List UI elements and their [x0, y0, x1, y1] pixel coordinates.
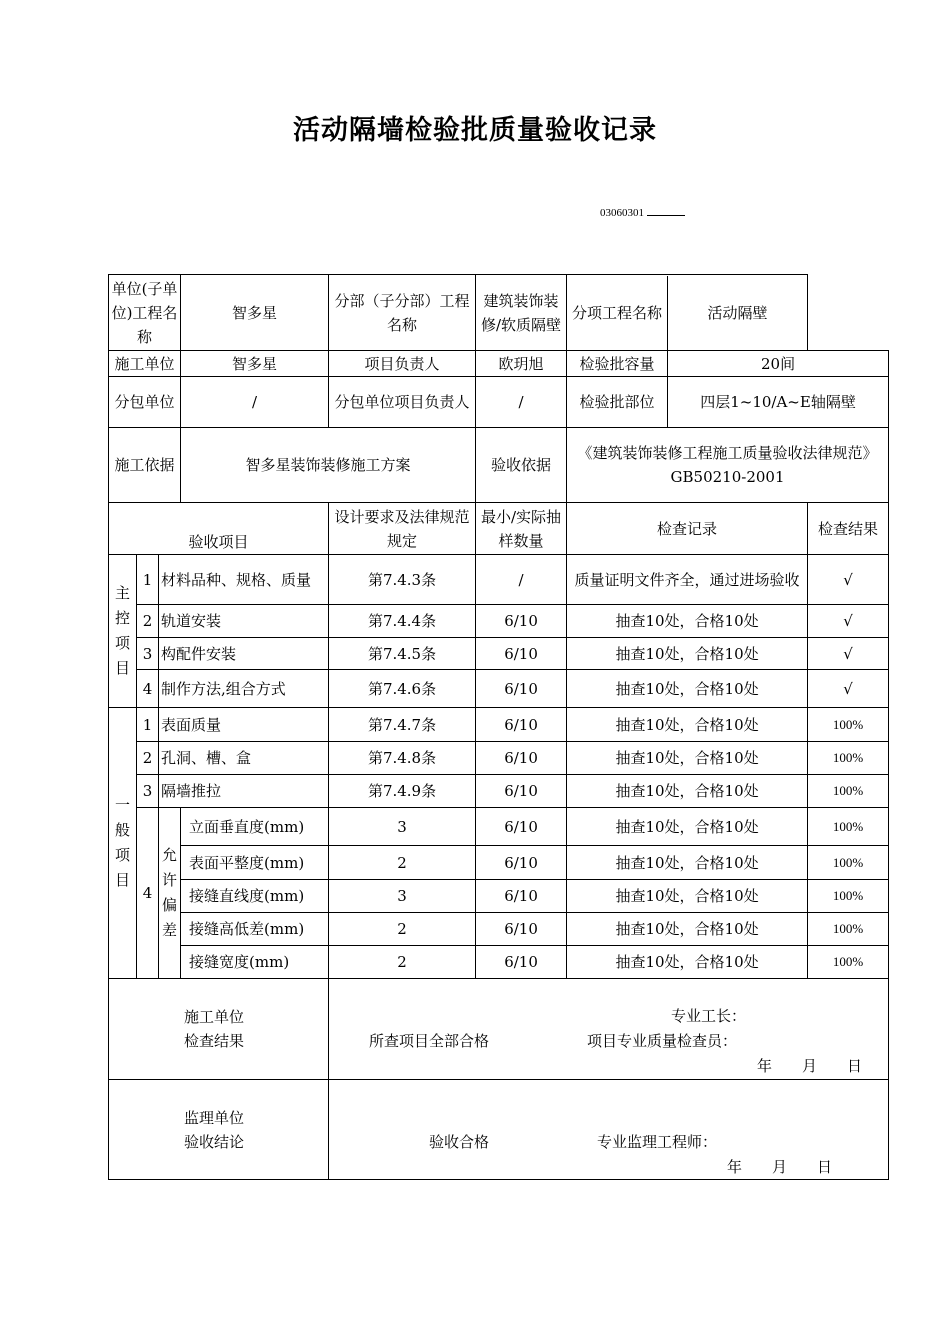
general-item-row — [109, 708, 889, 742]
foreman-label: 专业工长： — [671, 1007, 747, 1025]
deviation-item-row — [109, 946, 889, 979]
item-result: 100% — [808, 708, 889, 742]
deviation-sample: 6/10 — [476, 913, 567, 946]
deviation-result: 100% — [808, 846, 889, 880]
accept-basis-code: GB50210-2001 — [670, 468, 785, 486]
deviation-item-row — [109, 846, 889, 880]
basis-label: 施工依据 — [109, 428, 181, 503]
item-cell — [567, 275, 808, 351]
location-cell — [567, 377, 889, 428]
item-spec: 第7.4.5条 — [329, 638, 476, 670]
deviation-record: 抽查10处，合格10处 — [567, 880, 808, 913]
construction-conclusion: 所查项目全部合格 — [369, 1032, 490, 1050]
division-label: 分部（子分部）工程名称 — [329, 275, 476, 351]
col-sample-header: 最小/实际抽样数量 — [476, 503, 567, 555]
item-name: 表面质量 — [159, 708, 329, 742]
page-title: 活动隔墙检验批质量验收记录 — [293, 115, 657, 146]
deviation-name: 表面平整度(mm) — [181, 846, 329, 880]
deviation-record: 抽查10处，合格10处 — [567, 946, 808, 979]
item-spec: 第7.4.9条 — [329, 775, 476, 808]
main-item-row — [109, 605, 889, 638]
deviation-spec: 3 — [329, 880, 476, 913]
item-sample: / — [476, 555, 567, 605]
item-number: 2 — [137, 742, 159, 775]
pm-label: 项目负责人 — [329, 351, 476, 377]
deviation-name: 接缝宽度(mm) — [181, 946, 329, 979]
document-number-blank — [647, 205, 685, 216]
deviation-item-row — [109, 880, 889, 913]
item-sample: 6/10 — [476, 670, 567, 708]
construction-check-label: 施工单位 检查结果 — [109, 979, 329, 1080]
sub-value: / — [181, 377, 329, 428]
column-header-row — [109, 503, 889, 555]
item-result: √ — [808, 605, 889, 638]
item-value: 活动隔壁 — [707, 303, 768, 322]
item-record: 抽查10处，合格10处 — [567, 638, 808, 670]
deviation-result: 100% — [808, 913, 889, 946]
col-design-header: 设计要求及法律规范规定 — [329, 503, 476, 555]
accept-basis-label: 验收依据 — [476, 428, 567, 503]
item-spec: 第7.4.3条 — [329, 555, 476, 605]
capacity-value: 20间 — [760, 354, 796, 373]
deviation-number: 4 — [137, 808, 159, 979]
deviation-sample: 6/10 — [476, 880, 567, 913]
item-number: 3 — [137, 775, 159, 808]
deviation-item-row — [109, 913, 889, 946]
construction-check-content — [329, 979, 889, 1080]
item-record: 抽查10处，合格10处 — [567, 775, 808, 808]
item-spec: 第7.4.8条 — [329, 742, 476, 775]
supervision-check-label: 监理单位 验收结论 — [109, 1080, 329, 1180]
deviation-spec: 2 — [329, 913, 476, 946]
item-record: 抽查10处，合格10处 — [567, 708, 808, 742]
deviation-name: 接缝高低差(mm) — [181, 913, 329, 946]
col-item-header: 验收项目 — [109, 503, 329, 555]
basis-value: 智多星装饰装修施工方案 — [181, 428, 476, 503]
deviation-result: 100% — [808, 808, 889, 846]
deviation-sample: 6/10 — [476, 808, 567, 846]
sub-label: 分包单位 — [109, 377, 181, 428]
main-item-row — [109, 638, 889, 670]
item-result: 100% — [808, 775, 889, 808]
construction-check-row — [109, 979, 889, 1080]
header-row-sub — [109, 377, 889, 428]
item-name: 隔墙推拉 — [159, 775, 329, 808]
item-result: √ — [808, 555, 889, 605]
item-record: 抽查10处，合格10处 — [567, 742, 808, 775]
item-number: 1 — [137, 555, 159, 605]
col-result-header: 检查结果 — [808, 503, 889, 555]
capacity-label: 检验批容量 — [567, 351, 668, 376]
document-number: 03060301 — [600, 205, 685, 219]
pm-value: 欧玥旭 — [476, 351, 567, 377]
construction-date: 年 月 日 — [757, 1057, 863, 1075]
deviation-result: 100% — [808, 880, 889, 913]
deviation-record: 抽查10处，合格10处 — [567, 808, 808, 846]
location-value: 四层1~10/A~E轴隔壁 — [700, 393, 856, 411]
item-sample: 6/10 — [476, 605, 567, 638]
header-row-unit — [109, 275, 889, 351]
main-item-row — [109, 670, 889, 708]
item-name: 材料品种、规格、质量 — [159, 555, 329, 605]
division-value: 建筑装饰装修/软质隔壁 — [476, 275, 567, 351]
item-record: 抽查10处，合格10处 — [567, 605, 808, 638]
supervision-check-row — [109, 1080, 889, 1180]
constructor-label: 施工单位 — [109, 351, 181, 377]
engineer-label: 专业监理工程师： — [597, 1133, 718, 1151]
header-row-constructor — [109, 351, 889, 377]
main-items-label: 主 控 项 目 — [109, 555, 137, 708]
general-item-row — [109, 742, 889, 775]
item-number: 2 — [137, 605, 159, 638]
main-item-row — [109, 555, 889, 605]
item-sample: 6/10 — [476, 708, 567, 742]
item-sample: 6/10 — [476, 775, 567, 808]
deviation-name: 接缝直线度(mm) — [181, 880, 329, 913]
supervision-date: 年 月 日 — [727, 1158, 833, 1176]
item-sample: 6/10 — [476, 742, 567, 775]
accept-basis-cell — [567, 428, 889, 503]
deviation-item-row — [109, 808, 889, 846]
item-name: 轨道安装 — [159, 605, 329, 638]
item-number: 1 — [137, 708, 159, 742]
deviation-record: 抽查10处，合格10处 — [567, 846, 808, 880]
general-item-row — [109, 775, 889, 808]
sub-pm-label: 分包单位项目负责人 — [329, 377, 476, 428]
deviation-name: 立面垂直度(mm) — [181, 808, 329, 846]
item-number: 3 — [137, 638, 159, 670]
deviation-record: 抽查10处，合格10处 — [567, 913, 808, 946]
item-spec: 第7.4.6条 — [329, 670, 476, 708]
item-number: 4 — [137, 670, 159, 708]
item-name: 制作方法,组合方式 — [159, 670, 329, 708]
inspection-table — [108, 274, 889, 1180]
supervision-conclusion: 验收合格 — [429, 1133, 490, 1151]
unit-label: 单位(子单位)工程名称 — [109, 275, 181, 351]
item-name: 构配件安装 — [159, 638, 329, 670]
item-result: √ — [808, 638, 889, 670]
col-record-header: 检查记录 — [567, 503, 808, 555]
capacity-cell — [567, 351, 889, 377]
supervision-check-content — [329, 1080, 889, 1180]
item-sample: 6/10 — [476, 638, 567, 670]
deviation-sample: 6/10 — [476, 846, 567, 880]
deviation-sample: 6/10 — [476, 946, 567, 979]
inspector-label: 项目专业质量检查员： — [587, 1032, 738, 1050]
general-items-label: 一 般 项 目 — [109, 708, 137, 979]
deviation-label: 允 许 偏 差 — [159, 808, 181, 979]
item-spec: 第7.4.4条 — [329, 605, 476, 638]
item-label: 分项工程名称 — [567, 276, 668, 350]
item-record: 抽查10处，合格10处 — [567, 670, 808, 708]
item-result: 100% — [808, 742, 889, 775]
accept-basis-value: 《建筑装饰装修工程施工质量验收法律规范》 — [577, 444, 878, 462]
location-label: 检验批部位 — [567, 377, 668, 427]
item-name: 孔洞、槽、盒 — [159, 742, 329, 775]
unit-value: 智多星 — [181, 275, 329, 351]
deviation-spec: 2 — [329, 846, 476, 880]
header-row-basis — [109, 428, 889, 503]
sub-pm-value: / — [476, 377, 567, 428]
deviation-spec: 3 — [329, 808, 476, 846]
deviation-result: 100% — [808, 946, 889, 979]
constructor-value: 智多星 — [181, 351, 329, 377]
item-spec: 第7.4.7条 — [329, 708, 476, 742]
item-result: √ — [808, 670, 889, 708]
deviation-spec: 2 — [329, 946, 476, 979]
item-record: 质量证明文件齐全，通过进场验收 — [567, 555, 808, 605]
